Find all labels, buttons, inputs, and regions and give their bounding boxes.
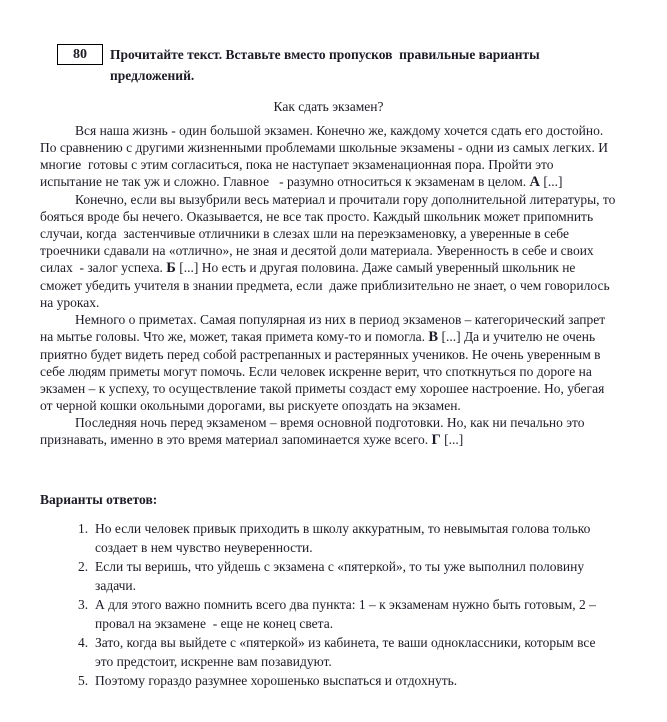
answer-option-text: Но если человек привык приходить в школу аккуратным, то невымытая голова только создает в нем чувство неуверенности. [95,521,594,555]
answers-heading: Варианты ответов: [40,492,158,507]
answer-option [40,519,617,557]
text-run: [...] Но есть и другая половина. Даже самый уверенный школьник не сможет убедить учителя в знании предмета, если даже приблизительно не знает, о чем говорилось на уроках. [40,260,613,310]
text-run: Вся наша жизнь - один большой экзамен. Конечно же, каждому хочется сдать его достойно. По сравнению с другими жизненными проблемами школьные экзамены - одни из самых легких. И многие готовы с этим согласиться, пока не наступает экзаменационная пора. Пройти это испытание не так уж и сложно. Главное - разумно относиться к экзаменам в целом. [40,123,612,189]
answer-option-text: Если ты веришь, что уйдешь с экзамена с «пятеркой», то ты уже выполнил половину задачи. [95,559,588,593]
answer-option [40,557,617,595]
task-header [57,44,617,86]
text-run: [...] [440,432,464,447]
text-paragraph [40,414,617,449]
text-run: Конечно, если вы вызубрили весь материал и прочитали гору дополнительной литературы, то бояться вроде бы нечего. Оказывается, не все так просто. Каждый школьник может припомнить случаи, когда застенчивые отличники в слезах шли на переэкзаменовку, а уверенные в себе троечники сдавали на «отлично», не зная и десятой доли материала. Уверенность в себе и своих силах - залог успеха. [40,192,619,275]
text-run: [...] [540,174,563,189]
answer-option-text: Поэтому гораздо разумнее хорошенько выспаться и отдохнуть. [95,673,458,688]
answers-list [40,519,617,690]
answer-option-text: А для этого важно помнить всего два пункта: 1 – к экзаменам нужно быть готовым, 2 – провал на экзамене - еще не конец света. [95,597,600,631]
text-run: [...] Да и учителю не очень приятно будет видеть перед собой растрепанных и растерянных учеников. Не очень уверенным в себе людям приметы могут помочь. Если человек искренне верит, что споткнуться по дороге на экзамен – к успеху, то осуществление такой приметы создаст ему хорошее настроение. Но, убегая от черной кошки окольными дорогами, вы рискуете опоздать на экзамен. [40,329,608,413]
text-paragraph [40,122,617,191]
answer-option-number: 2. [78,559,89,574]
answer-option-number: 5. [78,673,89,688]
text-body [40,122,617,449]
answer-option [40,633,617,671]
blank-marker: А [529,174,541,190]
blank-marker: В [428,329,439,345]
text-title: Как сдать экзамен? [273,99,384,114]
task-number: 80 [73,46,87,62]
text-paragraph [40,311,617,414]
answer-option-number: 4. [78,635,89,650]
answer-option-number: 3. [78,597,89,612]
blank-marker: Г [431,432,441,448]
task-instruction: Прочитайте текст. Вставьте вместо пропусков правильные варианты предложений. [110,47,544,83]
answer-option [40,671,617,690]
text-run: Немного о приметах. Самая популярная из них в период экзаменов – категорический запрет на мытье головы. Что же, может, такая примета кому-то и помогла. [40,312,609,344]
text-paragraph [40,191,617,311]
answer-option-number: 1. [78,521,89,536]
answer-option [40,595,617,633]
text-run: Последняя ночь перед экзаменом – время основной подготовки. Но, как ни печально это признавать, именно в это время материал запоминается хуже всего. [40,415,588,447]
answer-option-text: Зато, когда вы выйдете с «пятеркой» из кабинета, те ваши одноклассники, которым все это предстоит, искренне вам позавидуют. [95,635,599,669]
task-number-box [57,44,103,65]
blank-marker: Б [166,260,176,276]
